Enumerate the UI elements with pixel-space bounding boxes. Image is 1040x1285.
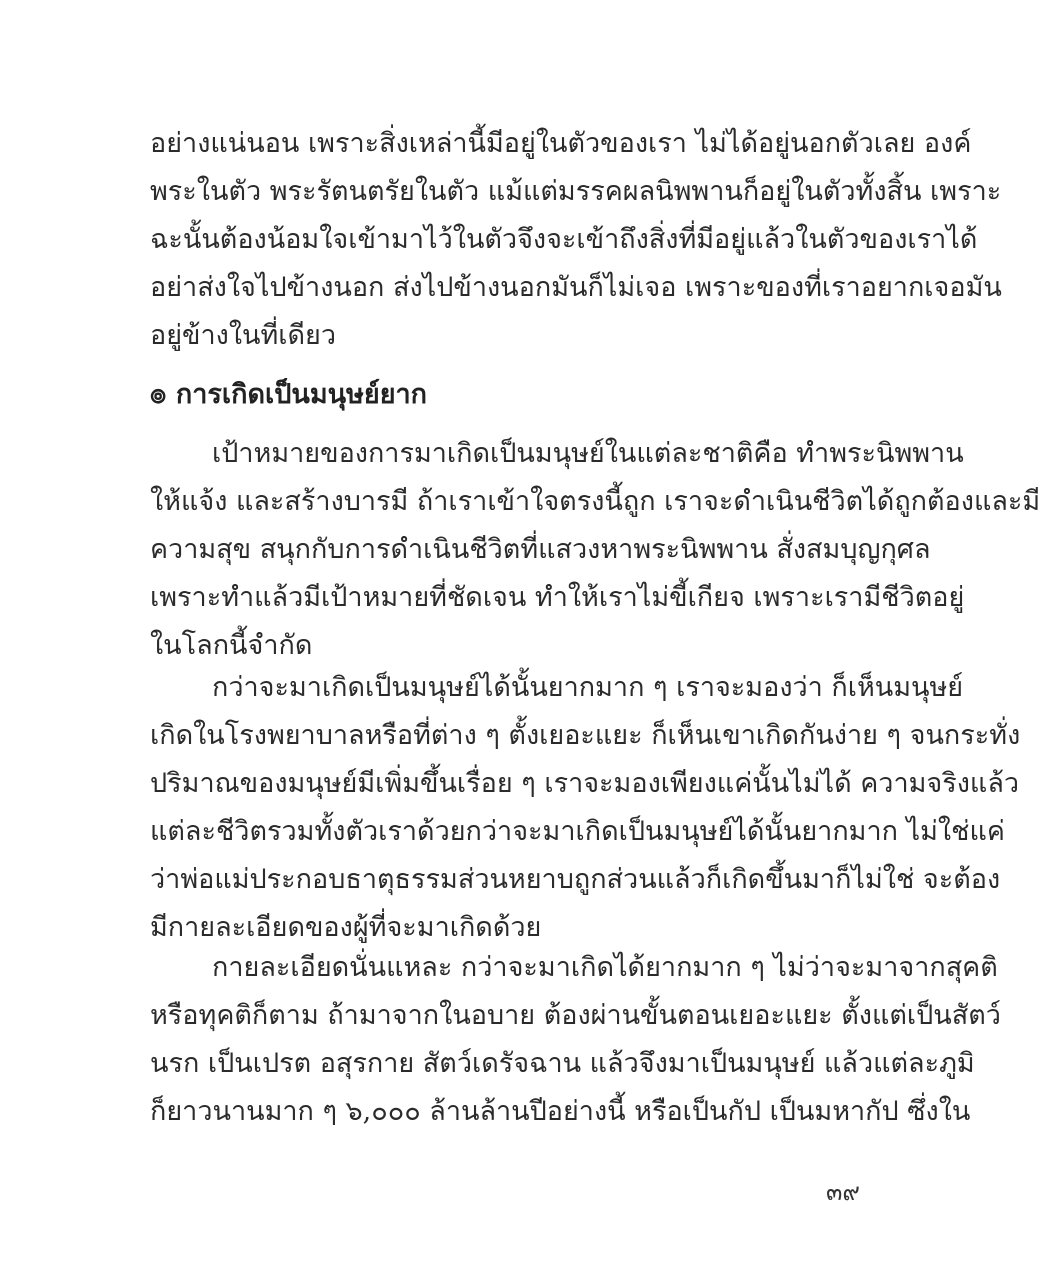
paragraph-line: เกิดในโรงพยาบาลหรือที่ต่าง ๆ ตั้งเยอะแยะ ก็เห็นเขาเกิดกันง่าย ๆ จนกระทั่ง bbox=[150, 720, 1021, 751]
paragraph-line: ฉะนั้นต้องน้อมใจเข้ามาไว้ในตัวจึงจะเข้าถึงสิ่งที่มีอยู่แล้วในตัวของเราได้ bbox=[150, 224, 978, 255]
paragraph-line: นรก เป็นเปรต อสุรกาย สัตว์เดรัจฉาน แล้วจึงมาเป็นมนุษย์ แล้วแต่ละภูมิ bbox=[150, 1048, 975, 1079]
paragraph-line: อย่าส่งใจไปข้างนอก ส่งไปข้างนอกมันก็ไม่เจอ เพราะของที่เราอยากเจอมัน bbox=[150, 272, 1002, 303]
page-number: ๓๙ bbox=[826, 1178, 860, 1206]
paragraph-line: กายละเอียดนั่นแหละ กว่าจะมาเกิดได้ยากมาก ๆ ไม่ว่าจะมาจากสุคติ bbox=[212, 952, 998, 983]
paragraph-line: ว่าพ่อแม่ประกอบธาตุธรรมส่วนหยาบถูกส่วนแล้วก็เกิดขึ้นมาก็ไม่ใช่ จะต้อง bbox=[150, 864, 1001, 895]
paragraph-difficulty bbox=[150, 664, 1021, 952]
paragraph-line: ก็ยาวนานมาก ๆ ๖,๐๐๐ ล้านล้านปีอย่างนี้ หรือเป็นกัป เป็นมหากัป ซึ่งใน bbox=[150, 1096, 971, 1127]
paragraph-line: ความสุข สนุกกับการดำเนินชีวิตที่แสวงหาพระนิพพาน สั่งสมบุญกุศล bbox=[150, 534, 931, 565]
paragraph-line: ในโลกนี้จำกัด bbox=[150, 630, 313, 661]
paragraph-line: เป้าหมายของการมาเกิดเป็นมนุษย์ในแต่ละชาติคือ ทำพระนิพพาน bbox=[212, 438, 964, 469]
paragraph-line: อยู่ข้างในที่เดียว bbox=[150, 320, 337, 351]
paragraph-line: เพราะทำแล้วมีเป้าหมายที่ชัดเจน ทำให้เราไม่ขี้เกียจ เพราะเรามีชีวิตอยู่ bbox=[150, 582, 965, 613]
paragraph-line: อย่างแน่นอน เพราะสิ่งเหล่านี้มีอยู่ในตัวของเรา ไม่ได้อยู่นอกตัวเลย องค์ bbox=[150, 128, 972, 159]
paragraph-line: ปริมาณของมนุษย์มีเพิ่มขึ้นเรื่อย ๆ เราจะมองเพียงแค่นั้นไม่ได้ ความจริงแล้ว bbox=[150, 768, 1020, 799]
paragraph-line: แต่ละชีวิตรวมทั้งตัวเราด้วยกว่าจะมาเกิดเป็นมนุษย์ได้นั้นยากมาก ไม่ใช่แค่ bbox=[150, 816, 1005, 847]
paragraph-line: มีกายละเอียดของผู้ที่จะมาเกิดด้วย bbox=[150, 912, 542, 943]
paragraph-line: พระในตัว พระรัตนตรัยในตัว แม้แต่มรรคผลนิพพานก็อยู่ในตัวทั้งสิ้น เพราะ bbox=[150, 176, 1002, 207]
paragraph-line: หรือทุคติก็ตาม ถ้ามาจากในอบาย ต้องผ่านขั้นตอนเยอะแยะ ตั้งแต่เป็นสัตว์ bbox=[150, 1000, 1001, 1031]
paragraph-purpose bbox=[150, 430, 1040, 670]
paragraph-subtle-body bbox=[150, 944, 1001, 1136]
paragraph-line: ให้แจ้ง และสร้างบารมี ถ้าเราเข้าใจตรงนี้ถูก เราจะดำเนินชีวิตได้ถูกต้องและมี bbox=[150, 486, 1040, 517]
section-heading: ๏ การเกิดเป็นมนุษย์ยาก bbox=[150, 379, 428, 410]
paragraph-line: กว่าจะมาเกิดเป็นมนุษย์ได้นั้นยากมาก ๆ เราจะมองว่า ก็เห็นมนุษย์ bbox=[212, 672, 964, 703]
paragraph-continuation bbox=[150, 120, 1002, 360]
